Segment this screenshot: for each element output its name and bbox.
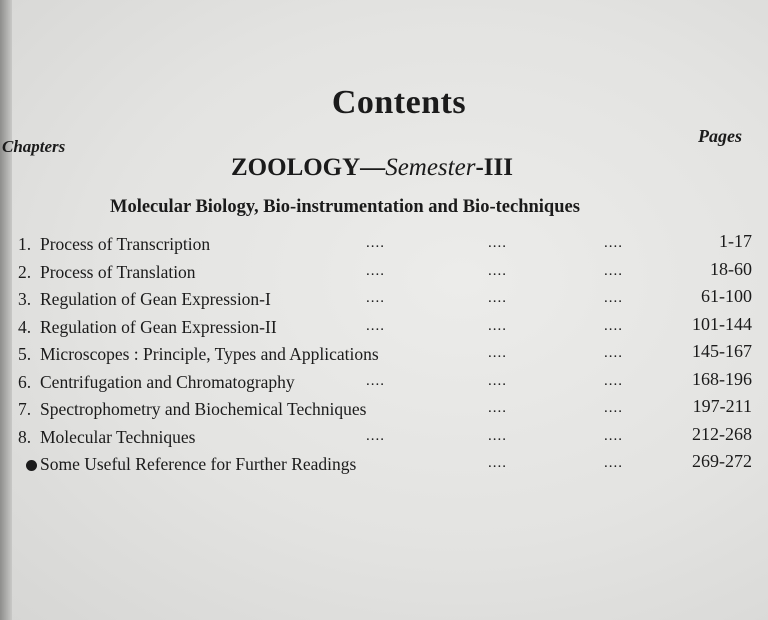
entry-number: 2. (18, 261, 32, 282)
entry-title: Microscopes : Principle, Types and Applications (40, 344, 379, 364)
entry-pages: 1-17 (719, 231, 752, 251)
toc-entry[interactable] (14, 425, 754, 453)
dot-leader: .... (488, 455, 507, 471)
dot-leader: .... (604, 427, 623, 444)
dot-leader: .... (488, 235, 507, 251)
subject-name: ZOOLOGY— (231, 154, 386, 181)
dot-leader: .... (604, 345, 623, 361)
dot-leader: .... (366, 290, 385, 306)
page-title: Contents (331, 84, 467, 121)
entry-pages: 18-60 (710, 258, 752, 279)
dot-leader: .... (488, 262, 507, 279)
entry-pages: 197-211 (692, 396, 752, 416)
toc-entry[interactable] (14, 370, 754, 398)
entry-pages: 168-196 (692, 368, 752, 389)
bullet-icon (26, 460, 37, 471)
dot-leader: .... (604, 290, 623, 306)
entry-number: 3. (18, 289, 32, 309)
dot-leader: .... (488, 317, 507, 334)
entry-number: 5. (18, 344, 32, 364)
entry-title: Regulation of Gean Expression-II (40, 316, 277, 337)
dot-leader: .... (366, 262, 385, 279)
dot-leader: .... (366, 427, 385, 444)
dot-leader: .... (488, 290, 507, 306)
toc-entry[interactable] (14, 315, 754, 343)
entry-title: Process of Transcription (40, 234, 211, 254)
dot-leader: .... (604, 317, 623, 334)
dot-leader: .... (488, 372, 507, 389)
semester-label: Semester (385, 154, 476, 181)
entry-pages: 269-272 (692, 451, 752, 471)
entry-title: Centrifugation and Chromatography (40, 371, 295, 392)
toc-entry[interactable] (14, 260, 754, 288)
entry-title: Molecular Techniques (40, 426, 196, 447)
entry-number: 7. (18, 399, 32, 419)
entry-title: Some Useful Reference for Further Readings (40, 454, 357, 474)
semester-number: -III (475, 154, 513, 181)
section-title: Molecular Biology, Bio-instrumentation and Bio-techniques (110, 197, 580, 217)
dot-leader: .... (366, 317, 385, 334)
entry-title: Process of Translation (40, 261, 196, 282)
entry-number: 8. (18, 426, 32, 447)
entry-pages: 212-268 (692, 423, 752, 444)
entry-pages: 145-167 (692, 341, 752, 361)
dot-leader: .... (488, 427, 507, 444)
toc-entry[interactable] (14, 397, 754, 425)
dot-leader: .... (488, 400, 507, 416)
chapters-column-label: Chapters (2, 137, 66, 156)
toc-entry[interactable] (14, 452, 754, 480)
subject-heading (231, 154, 513, 182)
entry-number: 4. (18, 316, 32, 337)
dot-leader: .... (604, 262, 623, 279)
toc-entry[interactable] (14, 232, 754, 260)
dot-leader: .... (366, 235, 385, 251)
entry-title: Regulation of Gean Expression-I (40, 289, 271, 309)
entry-number: 6. (18, 371, 32, 392)
dot-leader: .... (604, 455, 623, 471)
dot-leader: .... (604, 235, 623, 251)
toc-entry[interactable] (14, 342, 754, 370)
entry-pages: 61-100 (701, 286, 752, 306)
entry-pages: 101-144 (692, 313, 752, 334)
pages-column-label: Pages (698, 126, 742, 146)
toc-list (14, 232, 754, 480)
dot-leader: .... (604, 372, 623, 389)
entry-number: 1. (18, 234, 32, 254)
entry-title: Spectrophometry and Biochemical Techniques (40, 399, 367, 419)
dot-leader: .... (604, 400, 623, 416)
dot-leader: .... (488, 345, 507, 361)
dot-leader: .... (366, 372, 385, 389)
toc-entry[interactable] (14, 287, 754, 315)
